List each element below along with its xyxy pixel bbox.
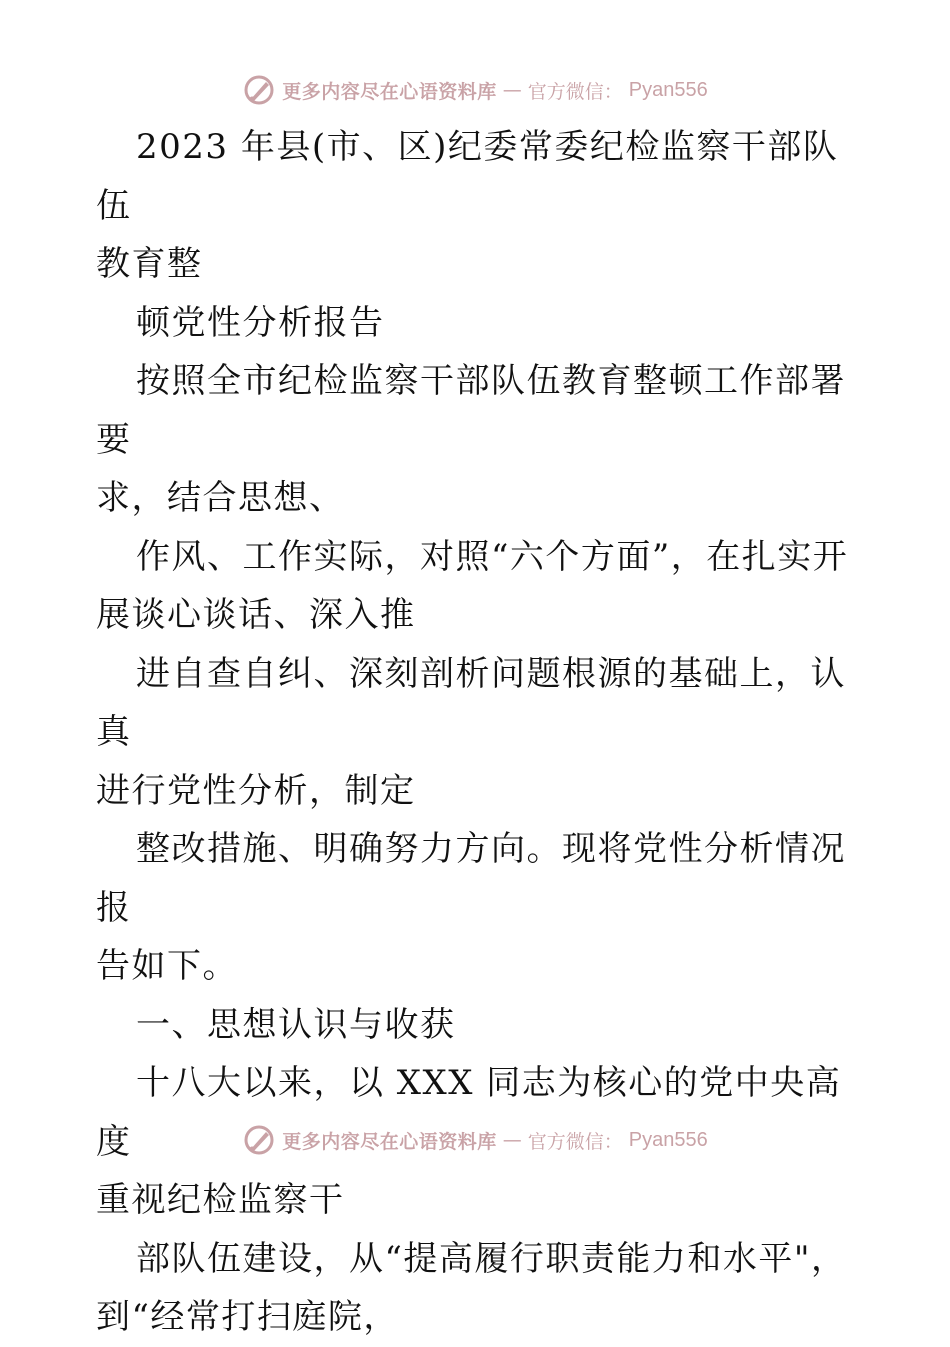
brush-circle-logo-icon bbox=[242, 1123, 276, 1157]
text-line: 作风、工作实际，对照“六个方面”，在扎实开 bbox=[136, 536, 849, 577]
text-line: 部队伍建设，从“提高履行职责能力和水平"， bbox=[136, 1238, 847, 1279]
header-watermark-banner bbox=[0, 70, 950, 110]
text-line: 展谈心谈话、深入推 bbox=[96, 595, 416, 635]
site-name: 更多内容尽在心语资料库 bbox=[282, 1130, 497, 1153]
brush-circle-logo-icon bbox=[242, 73, 276, 107]
footer-watermark-banner bbox=[0, 1120, 950, 1160]
banner-dash: — bbox=[502, 79, 522, 101]
text-line: 进行党性分析，制定 bbox=[96, 770, 416, 811]
wechat-label: 官方微信： bbox=[527, 1130, 623, 1153]
wechat-label: 官方微信： bbox=[527, 80, 623, 103]
text-line: 告如下。 bbox=[96, 946, 238, 986]
title-line-3: 顿党性分析报告 bbox=[136, 302, 385, 343]
text-line: 按照全市纪检监察干部队伍教育整顿工作部署要 bbox=[96, 361, 846, 460]
section-heading: 一、思想认识与收获 bbox=[136, 1004, 456, 1045]
site-name: 更多内容尽在心语资料库 bbox=[282, 80, 497, 103]
text-line: 到“经常打扫庭院， bbox=[96, 1297, 399, 1337]
title-line-2: 教育整 bbox=[96, 244, 203, 284]
wechat-id: Pyan556 bbox=[628, 1128, 708, 1151]
wechat-id: Pyan556 bbox=[628, 78, 708, 101]
document-body bbox=[96, 118, 856, 1347]
text-line: 重视纪检监察干 bbox=[96, 1180, 345, 1220]
text-line: 十八大以来，以 XXX 同志为核心的党中央高度 bbox=[96, 1063, 842, 1162]
text-line: 整改措施、明确努力方向。现将党性分析情况报 bbox=[96, 829, 846, 928]
banner-dash: — bbox=[502, 1129, 522, 1151]
text-line: 进自查自纠、深刻剖析问题根源的基础上，认真 bbox=[96, 653, 846, 752]
title-line-1: 2023 年县(市、区)纪委常委纪检监察干部队伍 bbox=[96, 127, 839, 226]
text-line: 求，结合思想、 bbox=[96, 478, 345, 518]
